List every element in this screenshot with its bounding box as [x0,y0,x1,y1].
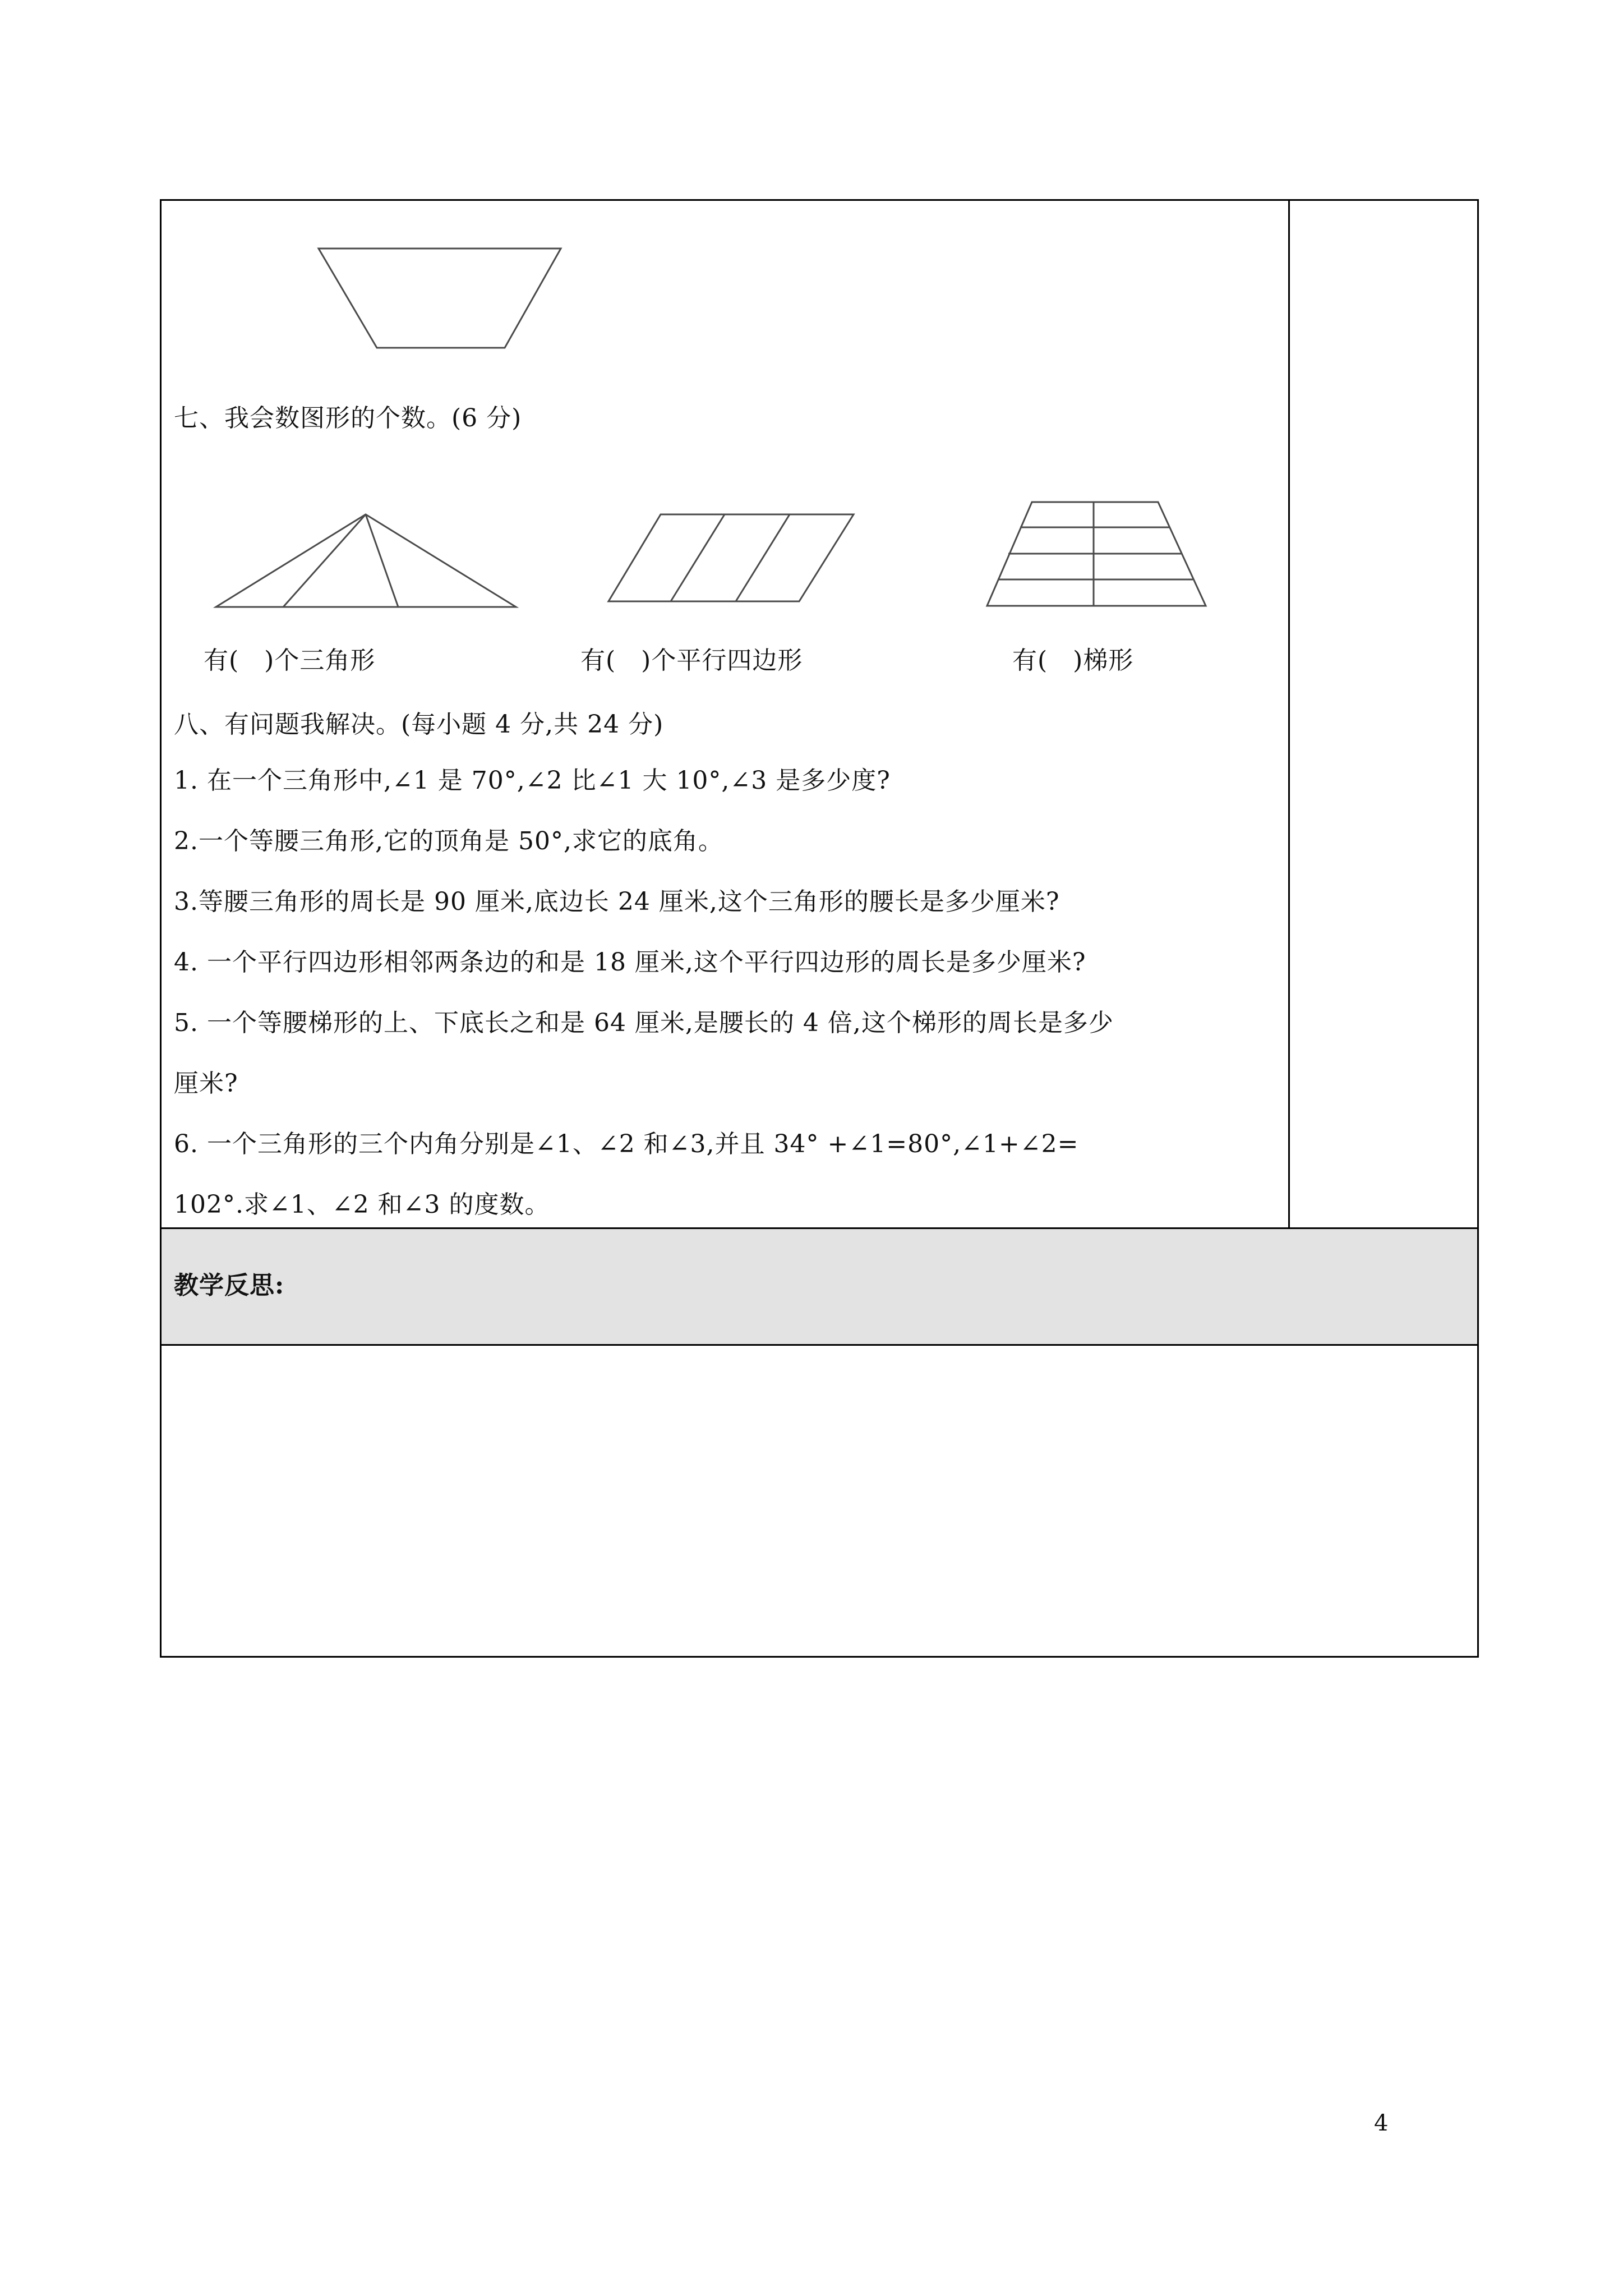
trapezoid-grid-figure [984,499,1209,609]
question-5-line-1: 5. 一个等腰梯形的上、下底长之和是 64 厘米,是腰长的 4 倍,这个梯形的周长是多少 [174,1009,1114,1037]
triangle-divided-figure [213,512,519,610]
triangle-count-blank: 有( )个三角形 [204,646,376,675]
reflection-divider [160,1344,1479,1346]
table-right-border [1477,199,1479,1658]
page-number: 4 [1374,2110,1389,2136]
trapezoid-figure [314,246,566,349]
reflection-top-border [160,1227,1479,1229]
trapezoid-count-blank: 有( )梯形 [1012,646,1134,675]
reflection-header-background [162,1228,1477,1344]
parallelogram-count-blank: 有( )个平行四边形 [580,646,803,675]
table-bottom-border [160,1656,1479,1658]
reflection-label: 教学反思: [174,1271,285,1300]
parallelogram-divided-figure [606,512,858,604]
column-divider [1288,199,1290,1227]
section7-heading: 七、我会数图形的个数。(6 分) [174,404,522,432]
question-4: 4. 一个平行四边形相邻两条边的和是 18 厘米,这个平行四边形的周长是多少厘米? [174,948,1086,977]
question-3: 3.等腰三角形的周长是 90 厘米,底边长 24 厘米,这个三角形的腰长是多少厘米? [174,887,1060,916]
question-1: 1. 在一个三角形中,∠1 是 70°,∠2 比∠1 大 10°,∠3 是多少度? [174,766,891,795]
table-top-border [160,199,1479,201]
section8-heading: 八、有问题我解决。(每小题 4 分,共 24 分) [174,710,664,739]
question-5-line-2: 厘米? [174,1069,238,1098]
question-6-line-2: 102°.求∠1、∠2 和∠3 的度数。 [174,1190,550,1219]
question-6-line-1: 6. 一个三角形的三个内角分别是∠1、∠2 和∠3,并且 34° +∠1=80°,∠1+∠2= [174,1130,1079,1158]
table-left-border [160,199,162,1658]
question-2: 2.一个等腰三角形,它的顶角是 50°,求它的底角。 [174,827,723,855]
